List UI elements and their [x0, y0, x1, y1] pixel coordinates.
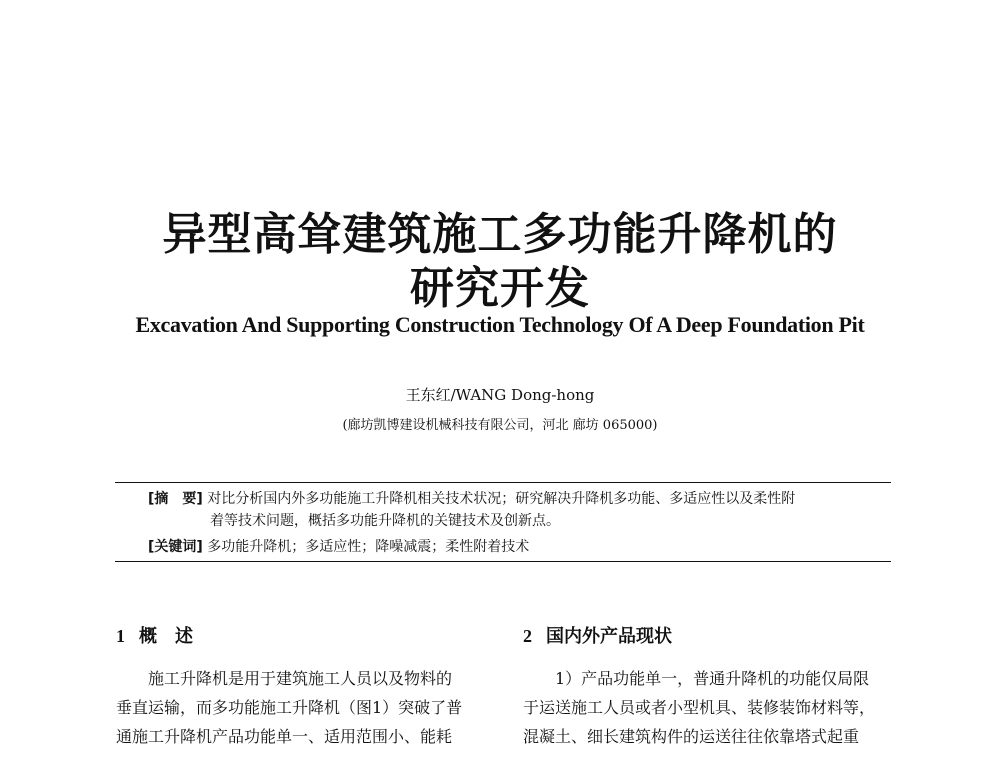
body-line: 通施工升降机产品功能单一、适用范围小、能耗 [116, 727, 453, 746]
section-2-title: 国内外产品现状 [546, 626, 672, 647]
body-line: 垂直运输，而多功能施工升降机（图1）突破了普 [116, 698, 463, 717]
body-line: 于运送施工人员或者小型机具、装修装饰材料等， [523, 698, 876, 717]
abstract-line-1 [148, 488, 795, 510]
abstract-top-rule [115, 482, 891, 483]
affiliation: (廊坊凯博建设机械科技有限公司，河北 廊坊 065000) [342, 418, 658, 433]
body-line: 1）产品功能单一，普通升降机的功能仅局限 [523, 669, 870, 688]
abstract-label: [摘 要] [148, 491, 203, 507]
keywords-text: 多功能升降机；多适应性；降噪减震；柔性附着技术 [207, 539, 530, 555]
title-chinese-line-2: 研究开发 [410, 263, 590, 314]
title-english: Excavation And Supporting Construction Technology Of A Deep Foundation Pit [135, 312, 865, 337]
section-2-number: 2 [523, 626, 532, 646]
keywords-line [148, 536, 529, 558]
abstract-text-1: 对比分析国内外多功能施工升降机相关技术状况；研究解决升降机多功能、多适应性以及柔性附 [207, 491, 796, 507]
author: 王东红/WANG Dong-hong [405, 386, 595, 404]
section-1-number: 1 [116, 626, 125, 646]
title-chinese-line-1: 异型高耸建筑施工多功能升降机的 [162, 209, 838, 260]
body-line: 施工升降机是用于建筑施工人员以及物料的 [116, 669, 453, 688]
section-1-title: 概 述 [139, 626, 193, 647]
section-1-heading [116, 622, 193, 648]
abstract-bottom-rule [115, 561, 891, 562]
keywords-label: [关键词] [148, 539, 203, 555]
section-2-body [523, 664, 895, 751]
body-line: 混凝土、细长建筑构件的运送往往依靠塔式起重 [523, 727, 860, 746]
section-2-heading [523, 622, 672, 648]
abstract-line-2: 着等技术问题，概括多功能升降机的关键技术及创新点。 [210, 513, 560, 529]
section-1-body [116, 664, 488, 751]
